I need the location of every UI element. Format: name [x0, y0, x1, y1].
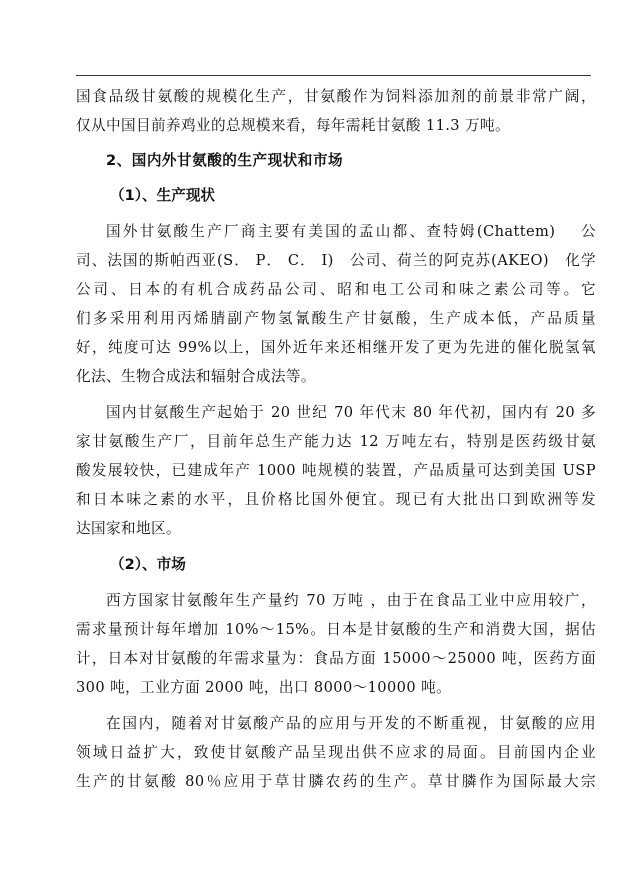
- intro-paragraph: [76, 82, 596, 140]
- text-line: 领域日益扩大，致使甘氨酸产品呈现出供不应求的局面。目前国内企业: [76, 744, 596, 761]
- text-line: 和日本味之素的水平，且价格比国外便宜。现已有大批出口到欧洲等发: [76, 491, 596, 508]
- market-paragraph: [76, 586, 596, 702]
- section-heading: 2、国内外甘氨酸的生产现状和市场: [106, 152, 344, 169]
- text-line: 需求量预计每年增加 10%～15%。日本是甘氨酸的生产和消费大国，据估: [76, 621, 596, 638]
- header-rule: [76, 75, 591, 76]
- text-line: 300 吨，工业方面 2000 吨，出口 8000～10000 吨。: [76, 679, 452, 696]
- document-body: [76, 82, 596, 796]
- text-line: 公司、日本的有机合成药品公司、昭和电工公司和味之素公司等。它: [76, 281, 596, 298]
- text-line: 化法、生物合成法和辐射合成法等。: [76, 368, 316, 385]
- text-line: 达国家和地区。: [76, 520, 181, 537]
- text-line: 在国内，随着对甘氨酸产品的应用与开发的不断重视，甘氨酸的应用: [106, 715, 596, 732]
- text-line: 计，日本对甘氨酸的年需求量为：食品方面 15000～25000 吨，医药方面: [76, 650, 596, 667]
- text-line: 酸发展较快，已建成年产 1000 吨规模的装置，产品质量可达到美国 USP: [76, 462, 596, 479]
- text-line: 国内甘氨酸生产起始于 20 世纪 70 年代末 80 年代初，国内有 20 多: [106, 404, 596, 421]
- text-line: 们多采用利用丙烯腈副产物氢氰酸生产甘氨酸，生产成本低，产品质量: [76, 310, 596, 327]
- text-line: 仅从中国目前养鸡业的总规模来看，每年需耗甘氨酸 11.3 万吨。: [76, 117, 511, 134]
- domestic-production-paragraph: [76, 398, 596, 543]
- text-line: 好，纯度可达 99%以上，国外近年来还相继开发了更为先进的催化脱氢氧: [76, 339, 596, 356]
- text-line: 家甘氨酸生产厂，目前年总生产能力达 12 万吨左右，特别是医药级甘氨: [76, 433, 596, 450]
- text-line: 国外甘氨酸生产厂商主要有美国的孟山都、查特姆(Chattem) 公: [106, 223, 596, 240]
- subsection-heading-production: （1）、生产现状: [110, 187, 216, 204]
- text-line: 国食品级甘氨酸的规模化生产，甘氨酸作为饲料添加剂的前景非常广阔，: [76, 88, 596, 105]
- text-line: 司、法国的斯帕西亚(S． P． C． I) 公司、荷兰的阿克苏(AKEO) 化学: [76, 252, 596, 269]
- text-line: 西方国家甘氨酸年生产量约 70 万吨 ，由于在食品工业中应用较广，: [106, 592, 596, 609]
- text-line: 生产的甘氨酸 80％应用于草甘膦农药的生产。草甘膦作为国际最大宗: [76, 773, 596, 790]
- china-market-paragraph: [76, 709, 596, 796]
- subsection-heading-market: （2）、市场: [110, 556, 186, 573]
- foreign-production-paragraph: [76, 217, 596, 391]
